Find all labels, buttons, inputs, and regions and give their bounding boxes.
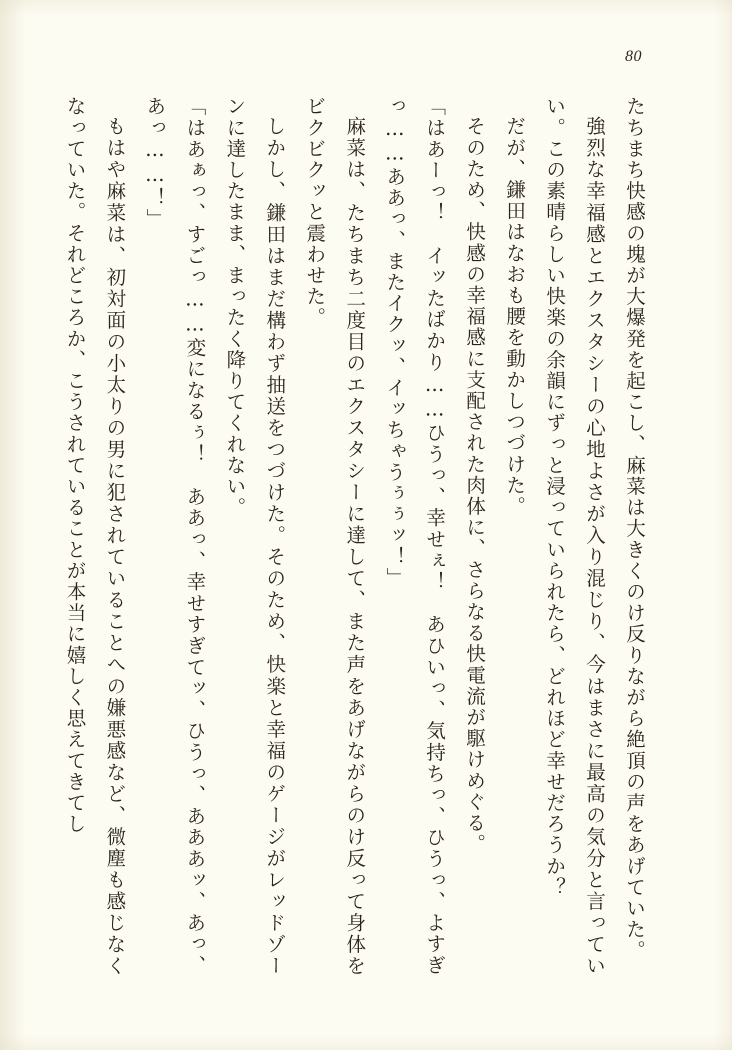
paragraph: 麻菜は、たちまち二度目のエクスタシーに達して、また声をあげながらのけ反って身体をビクビクッと震わせた。 — [303, 96, 367, 976]
paragraph: そのため、快感の幸福感に支配された肉体に、さらなる快電流が駆けめぐる。 — [463, 115, 487, 854]
paragraph: もはや麻菜は、初対面の小太りの男に犯されていることへの嫌悪感など、微塵も感じなくなっていた。それどころか、こうされていることが本当に嬉しく思えてきてし — [63, 96, 127, 976]
paragraph: 「はあぁっ、すごっ……変になるぅ！ ああっ、幸せすぎてッ、ひうっ、あああッ、あっ、あっ……！」 — [143, 96, 207, 976]
paragraph: しかし、鎌田はまだ構わず抽送をつづけた。そのため、快楽と幸福のゲージがレッドゾーンに達したまま、まったく降りてくれない。 — [223, 96, 287, 976]
paragraph: 「はあーっ！ イッたばかり……ひうっ、幸せぇ！ あひいっ、気持ちっ、ひうっ、よすぎっ……ああっ、またイクッ、イッちゃうぅぅッ！」 — [383, 96, 447, 976]
page-number: 80 — [625, 48, 642, 65]
paragraph: だが、鎌田はなおも腰を動かしつづけた。 — [503, 115, 527, 517]
paragraph: 強烈な幸福感とエクスタシーの心地よさが入り混じり、今はまさに最高の気分と言っていい。この素晴らしい快楽の余韻にずっと浸っていられたら、どれほど幸せだろうか？ — [543, 96, 607, 976]
paragraph: たちまち快感の塊が大爆発を起こし、麻菜は大きくのけ反りながら絶頂の声をあげていた。 — [623, 96, 646, 962]
body-text — [63, 96, 654, 976]
